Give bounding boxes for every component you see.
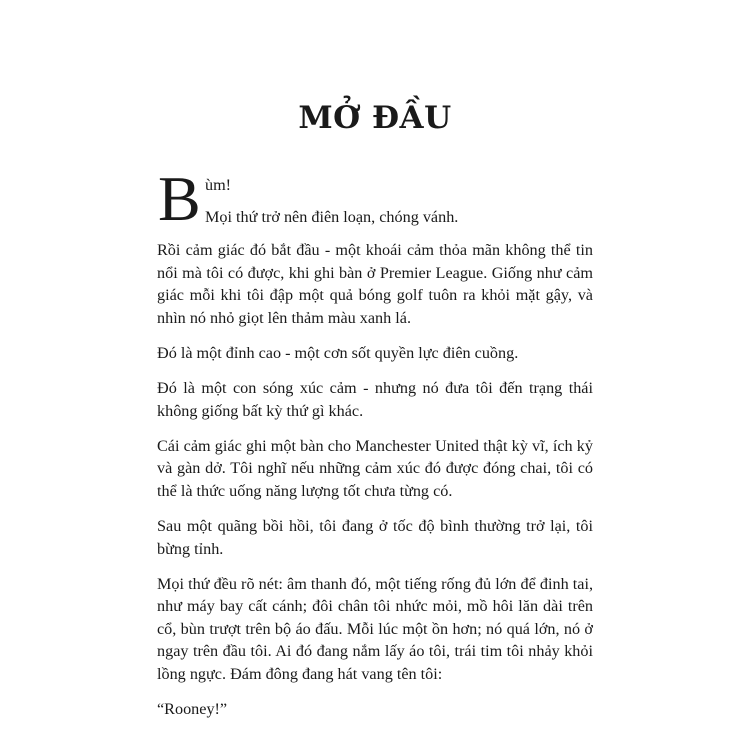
body-text [157,163,593,733]
opening-block [157,163,593,234]
chapter-title: MỞ ĐẦU [298,100,452,136]
paragraph: “Rooney!” [157,700,228,719]
paragraph: Cái cảm giác ghi một bàn cho Manchester United thật kỳ vĩ, ích kỷ và gàn dở. Tôi nghĩ nếu những cảm xúc đó được đóng chai, tôi có thể là thức uống năng lượng tốt chưa từng có. [157,436,593,500]
paragraph: Rồi cảm giác đó bắt đầu - một khoái cảm thỏa mãn không thể tin nổi mà tôi có được, khi ghi bàn ở Premier League. Giống như cảm giác mỗi khi tôi đập một quả bóng golf tuôn ra khỏi mặt gậy, và nhìn nó nhỏ giọt lên thảm màu xanh lá. [157,241,593,327]
drop-cap: B [158,163,201,234]
paragraph: Mọi thứ đều rõ nét: âm thanh đó, một tiếng rống đủ lớn để đinh tai, như máy bay cất cánh; đôi chân tôi nhức mỏi, mồ hôi lăn dài trên cổ, bùn trượt trên bộ áo đấu. Mỗi lúc một ồn hơn; nó quá lớn, nó ở ngay trên đầu tôi. Ai đó đang nắm lấy áo tôi, trái tim tôi nhảy khỏi lồng ngực. Đám đông đang hát vang tên tôi: [157,574,593,683]
opening-first-line: ùm! [205,176,232,194]
opening-second-line: Mọi thứ trở nên điên loạn, chóng vánh. [205,208,459,226]
paragraph: Sau một quãng bồi hồi, tôi đang ở tốc độ bình thường trở lại, tôi bừng tỉnh. [157,516,593,558]
paragraph: Đó là một đỉnh cao - một cơn sốt quyền lực điên cuồng. [157,343,519,362]
paragraph: Đó là một con sóng xúc cảm - nhưng nó đưa tôi đến trạng thái không giống bất kỳ thứ gì khác. [157,378,593,420]
